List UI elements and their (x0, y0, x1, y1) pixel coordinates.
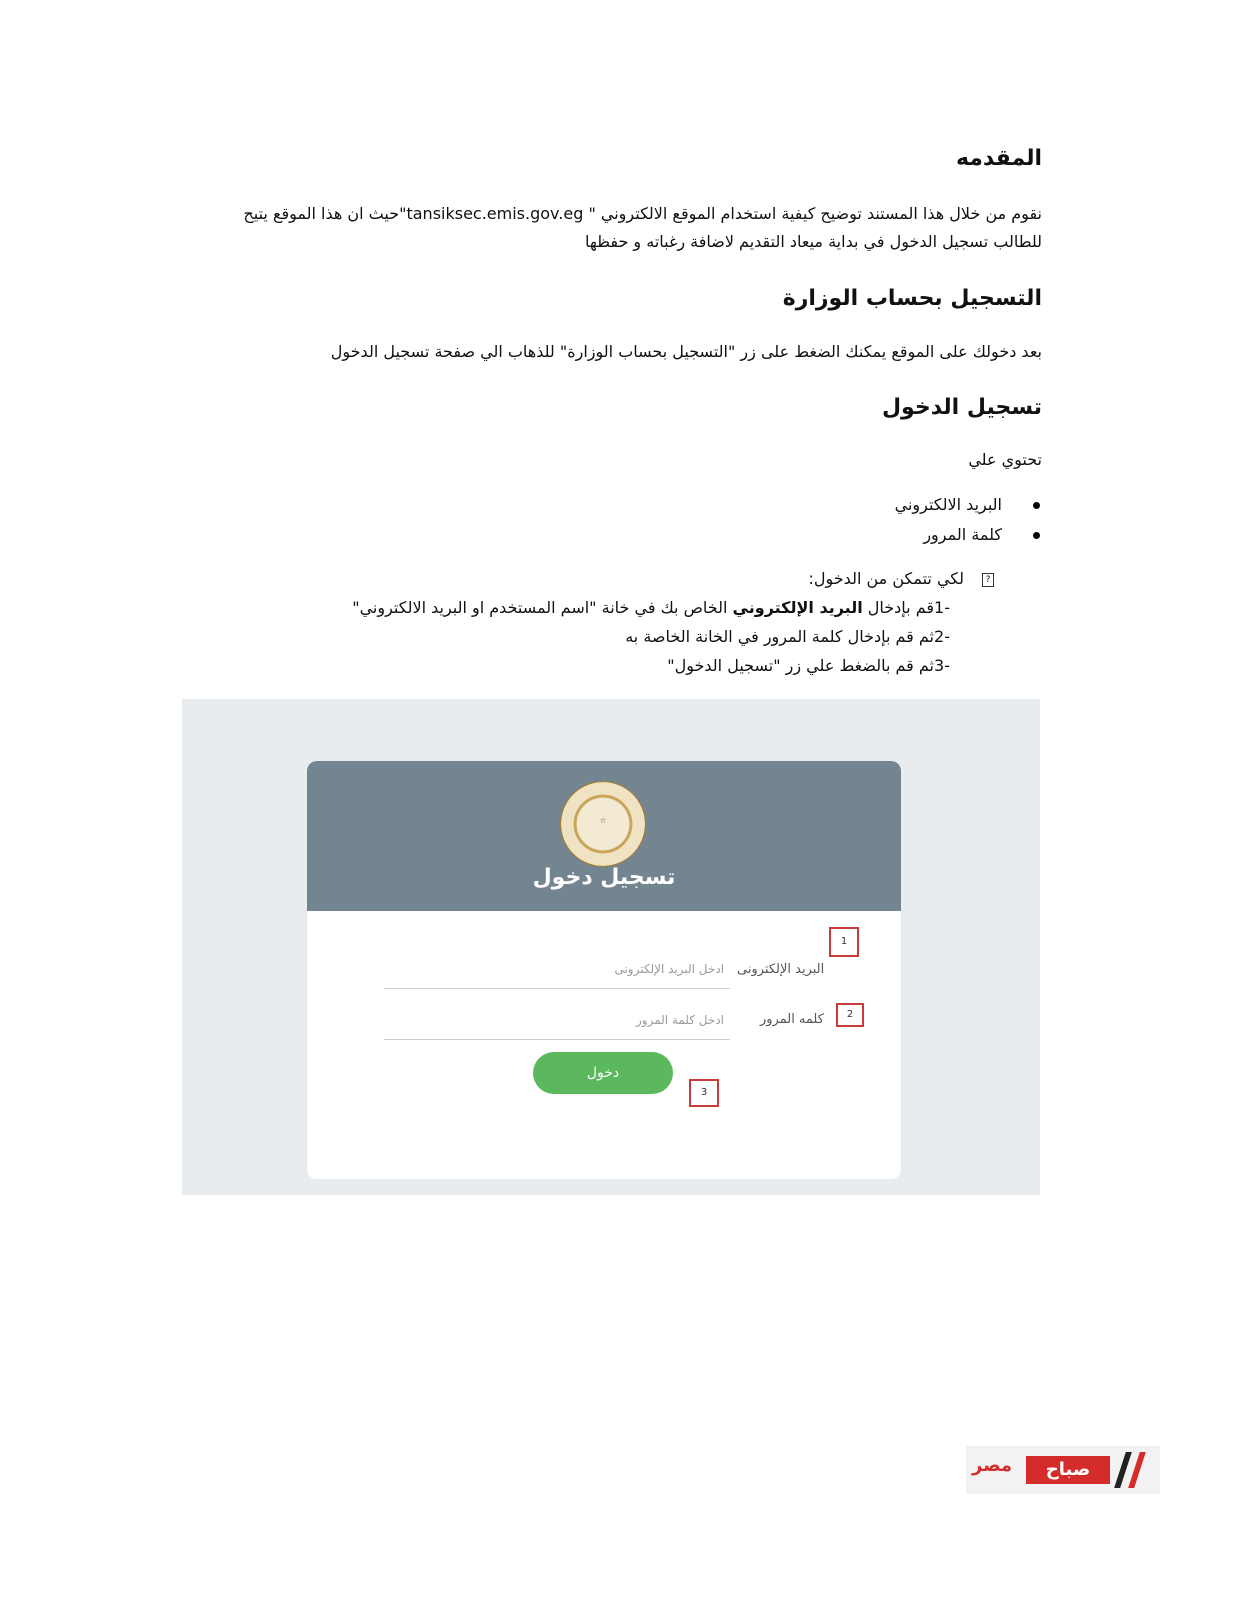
email-field[interactable] (384, 958, 730, 989)
marker-1: 1 (829, 927, 859, 957)
login-card (307, 761, 901, 1179)
list-item: كلمة المرور (895, 520, 1002, 550)
logo-word-misr: مصر (972, 1455, 1013, 1476)
ministry-seal-icon: ☆ (560, 781, 646, 867)
bullet-icon (1033, 532, 1040, 539)
password-field[interactable] (384, 1009, 730, 1040)
marker-2: 2 (836, 1003, 864, 1027)
checkbox-glyph-icon: ? (982, 573, 994, 587)
steps-list (352, 564, 991, 680)
login-screenshot (182, 699, 1040, 1195)
intro-line-2: للطالب تسجيل الدخول في بداية ميعاد التقديم لاضافة رغباته و حفظها (584, 232, 1042, 251)
marker-3: 3 (689, 1079, 719, 1107)
password-label: كلمه المرور (760, 1012, 824, 1027)
logo-slash-icon (1128, 1452, 1146, 1488)
step-row: -2ثم قم بإدخال كلمة المرور في الخانة الخاصة به (625, 627, 950, 646)
ministry-heading: التسجيل بحساب الوزارة (782, 286, 1042, 311)
step-row: -1قم بإدخال البريد الإلكتروني الخاص بك في خانة "اسم المستخدم او البريد الالكتروني" (352, 598, 950, 617)
list-item: البريد الالكتروني (895, 490, 1002, 520)
logo-word-sabah: صباح (1026, 1456, 1110, 1484)
steps-intro: ?لكي تتمكن من الدخول: (352, 564, 994, 593)
sabah-misr-logo (966, 1446, 1160, 1494)
contains-text: تحتوي علي (968, 450, 1042, 469)
email-label: البريد الإلكترونى (737, 962, 825, 977)
email-placeholder: ادخل البريد الإلكترونى (614, 962, 724, 976)
password-placeholder: ادخل كلمة المرور (635, 1013, 724, 1027)
ministry-paragraph: بعد دخولك على الموقع يمكنك الضغط على زر "التسجيل بحساب الوزارة" للذهاب الي صفحة تسجيل الدخول (330, 342, 1042, 361)
card-header (307, 761, 901, 911)
intro-paragraph (188, 200, 1042, 256)
step-row: -3ثم قم بالضغط علي زر "تسجيل الدخول" (667, 656, 950, 675)
fields-list (895, 490, 1002, 550)
login-button[interactable]: دخول (533, 1052, 673, 1094)
bullet-icon (1033, 502, 1040, 509)
card-title: تسجيل دخول (532, 865, 676, 890)
login-heading: تسجيل الدخول (881, 395, 1042, 420)
intro-heading: المقدمه (955, 146, 1042, 171)
intro-line-1: نقوم من خلال هذا المستند توضيح كيفية استخدام الموقع الالكتروني " tansiksec.emis.gov.eg"حيث ان هذا الموقع يتيح (243, 204, 1042, 223)
